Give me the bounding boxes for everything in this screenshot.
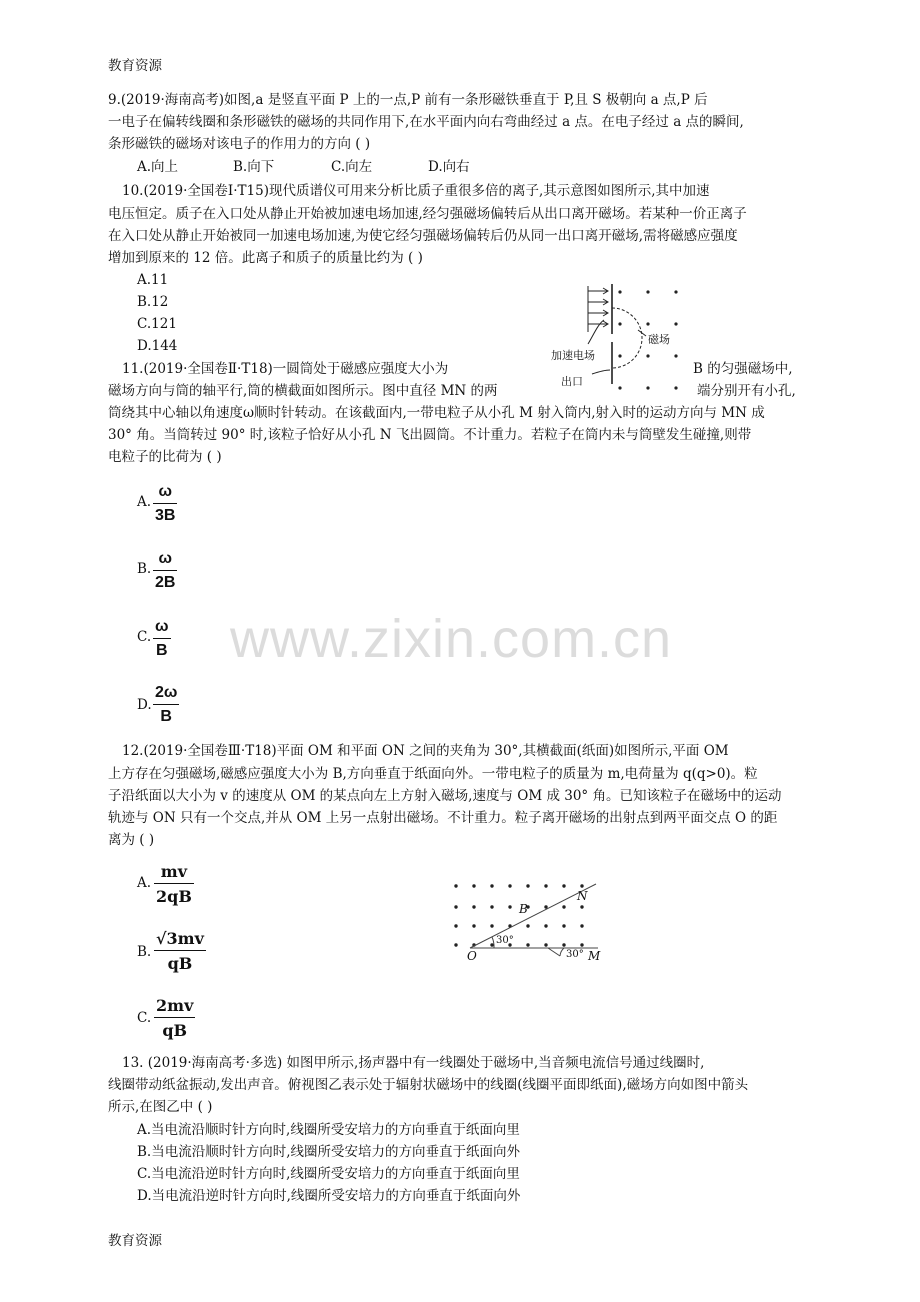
q11-option-b-denominator: 2B: [155, 574, 176, 591]
fraction-bar: [153, 503, 177, 504]
q10-option-d[interactable]: D.144: [137, 338, 178, 354]
q11-option-c-fraction[interactable]: [153, 618, 171, 660]
q11-option-a-fraction[interactable]: [153, 483, 177, 525]
q10-line-1: 10.(2019·全国卷Ⅰ·T15)现代质谱仪可用来分析比质子重很多倍的离子,其示意图如图所示,其中加速: [122, 183, 710, 199]
q11-option-d-numerator: 2ω: [155, 684, 178, 701]
fraction-bar: [154, 950, 206, 951]
q11-line-4: 30° 角。当筒转过 90° 时,该粒子恰好从小孔 N 飞出圆筒。不计重力。若粒子在筒内未与筒壁发生碰撞,则带: [108, 427, 752, 443]
q12-option-c-fraction[interactable]: [154, 996, 195, 1040]
q11-option-d-fraction[interactable]: [153, 684, 179, 726]
q12-line-2: 上方存在匀强磁场,磁感应强度大小为 B,方向垂直于纸面向外。一带电粒子的质量为 m,电荷量为 q(q>0)。粒: [108, 766, 758, 782]
q10-line-4: 增加到原来的 12 倍。此离子和质子的质量比约为 ( ): [108, 250, 423, 266]
q13-option-a[interactable]: A.当电流沿顺时针方向时,线圈所受安培力的方向垂直于纸面向里: [137, 1122, 520, 1138]
q12-option-b-numerator: √3mv: [156, 929, 204, 948]
fraction-bar: [154, 883, 194, 884]
q11-option-c-label[interactable]: C.: [137, 629, 152, 645]
label-magnetic-field: 磁场: [648, 334, 670, 346]
q11-line-3: 筒绕其中心轴以角速度ω顺时针转动。在该截面内,一带电粒子从小孔 M 射入筒内,射入时的运动方向与 MN 成: [108, 405, 765, 421]
q12-option-a-numerator: mv: [160, 862, 188, 881]
q12-option-a-label[interactable]: A.: [137, 875, 152, 891]
q11-option-c-denominator: B: [155, 642, 168, 659]
label-m: M: [588, 949, 601, 963]
q11-line-1-right: B 的匀强磁场中,: [693, 361, 793, 377]
page-header: 教育资源: [108, 58, 162, 74]
angle-label-2: 30°: [566, 949, 584, 960]
q13-line-2: 线圈带动纸盆振动,发出声音。俯视图乙表示处于辐射状磁场中的线圈(线圈平面即纸面),磁场方向如图中箭头: [108, 1077, 749, 1093]
watermark: www.zixin.com.cn: [230, 609, 673, 669]
q11-line-1-left: 11.(2019·全国卷Ⅱ·T18)一圆筒处于磁感应强度大小为: [122, 361, 449, 377]
fraction-bar: [154, 1017, 195, 1018]
q11-option-b-numerator: ω: [158, 550, 172, 567]
label-b: B: [519, 902, 528, 916]
fraction-bar: [153, 638, 171, 639]
q10-line-2: 电压恒定。质子在入口处从静止开始被加速电场加速,经匀强磁场偏转后从出口离开磁场。若某种一价正离子: [108, 206, 747, 222]
q11-option-d-denominator: B: [160, 708, 172, 725]
q10-option-a[interactable]: A.11: [137, 272, 169, 288]
q12-line-3: 子沿纸面以大小为 v 的速度从 OM 的某点向左上方射入磁场,速度与 OM 成 30° 角。已知该粒子在磁场中的运动: [108, 788, 782, 804]
q13-option-d[interactable]: D.当电流沿逆时针方向时,线圈所受安培力的方向垂直于纸面向外: [137, 1188, 521, 1204]
label-o: O: [467, 949, 477, 963]
q9-line-1: 9.(2019·海南高考)如图,a 是竖直平面 P 上的一点,P 前有一条形磁铁垂直于 P,且 S 极朝向 a 点,P 后: [108, 92, 708, 108]
q12-option-b-label[interactable]: B.: [137, 944, 152, 960]
q12-option-a-denominator: 2qB: [156, 887, 192, 906]
q13-line-1: 13. (2019·海南高考·多选) 如图甲所示,扬声器中有一线圈处于磁场中,当音频电流信号通过线圈时,: [122, 1055, 705, 1071]
q11-line-2-left: 磁场方向与筒的轴平行,筒的横截面如图所示。图中直径 MN 的两: [108, 383, 498, 399]
q10-line-3: 在入口处从静止开始被同一加速电场加速,为使它经匀强磁场偏转后仍从同一出口离开磁场,需将磁感应强度: [108, 228, 738, 244]
q13-line-3: 所示,在图乙中 ( ): [108, 1099, 213, 1115]
page-footer: 教育资源: [108, 1233, 162, 1249]
fraction-bar: [153, 704, 179, 705]
q12-option-b-fraction[interactable]: [154, 929, 206, 973]
q12-line-1: 12.(2019·全国卷Ⅲ·T18)平面 OM 和平面 ON 之间的夹角为 30°,其横截面(纸面)如图所示,平面 OM: [122, 743, 729, 759]
q9-option-b[interactable]: B.向下: [233, 159, 275, 175]
q12-option-b-denominator: qB: [167, 954, 193, 973]
q11-option-d-label[interactable]: D.: [137, 697, 152, 713]
fraction-bar: [153, 570, 177, 571]
q11-option-a-numerator: ω: [158, 483, 172, 500]
q9-line-3: 条形磁铁的磁场对该电子的作用力的方向 ( ): [108, 136, 371, 152]
q11-line-5: 电粒子的比荷为 ( ): [108, 449, 222, 465]
q12-option-a-fraction[interactable]: [154, 862, 194, 906]
q9-option-d[interactable]: D.向右: [428, 159, 470, 175]
label-n: N: [577, 889, 588, 903]
q10-option-c[interactable]: C.121: [137, 316, 177, 332]
q11-option-a-label[interactable]: A.: [137, 494, 152, 510]
q11-option-b-fraction[interactable]: [153, 550, 177, 592]
label-accelerating-field: 加速电场: [551, 350, 595, 362]
q11-option-a-denominator: 3B: [155, 507, 176, 524]
q12-option-c-denominator: qB: [162, 1021, 188, 1040]
q11-option-b-label[interactable]: B.: [137, 561, 152, 577]
q11-line-2-right: 端分别开有小孔,: [697, 383, 796, 399]
q12-option-c-label[interactable]: C.: [137, 1010, 152, 1026]
q12-line-5: 离为 ( ): [108, 832, 155, 848]
q13-option-c[interactable]: C.当电流沿逆时针方向时,线圈所受安培力的方向垂直于纸面向里: [137, 1166, 520, 1182]
q9-option-c[interactable]: C.向左: [331, 159, 373, 175]
q9-option-a[interactable]: A.向上: [137, 159, 179, 175]
angle-label-1: 30°: [496, 935, 514, 946]
q12-option-c-numerator: 2mv: [156, 996, 194, 1015]
q13-option-b[interactable]: B.当电流沿顺时针方向时,线圈所受安培力的方向垂直于纸面向外: [137, 1144, 521, 1160]
q12-line-4: 轨迹与 ON 只有一个交点,并从 OM 上另一点射出磁场。不计重力。粒子离开磁场的出射点到两平面交点 O 的距: [108, 810, 778, 826]
q10-option-b[interactable]: B.12: [137, 294, 169, 310]
q11-option-c-numerator: ω: [155, 618, 169, 635]
q9-line-2: 一电子在偏转线圈和条形磁铁的磁场的共同作用下,在水平面内向右弯曲经过 a 点。在电子经过 a 点的瞬间,: [108, 114, 744, 130]
label-exit: 出口: [561, 376, 583, 388]
